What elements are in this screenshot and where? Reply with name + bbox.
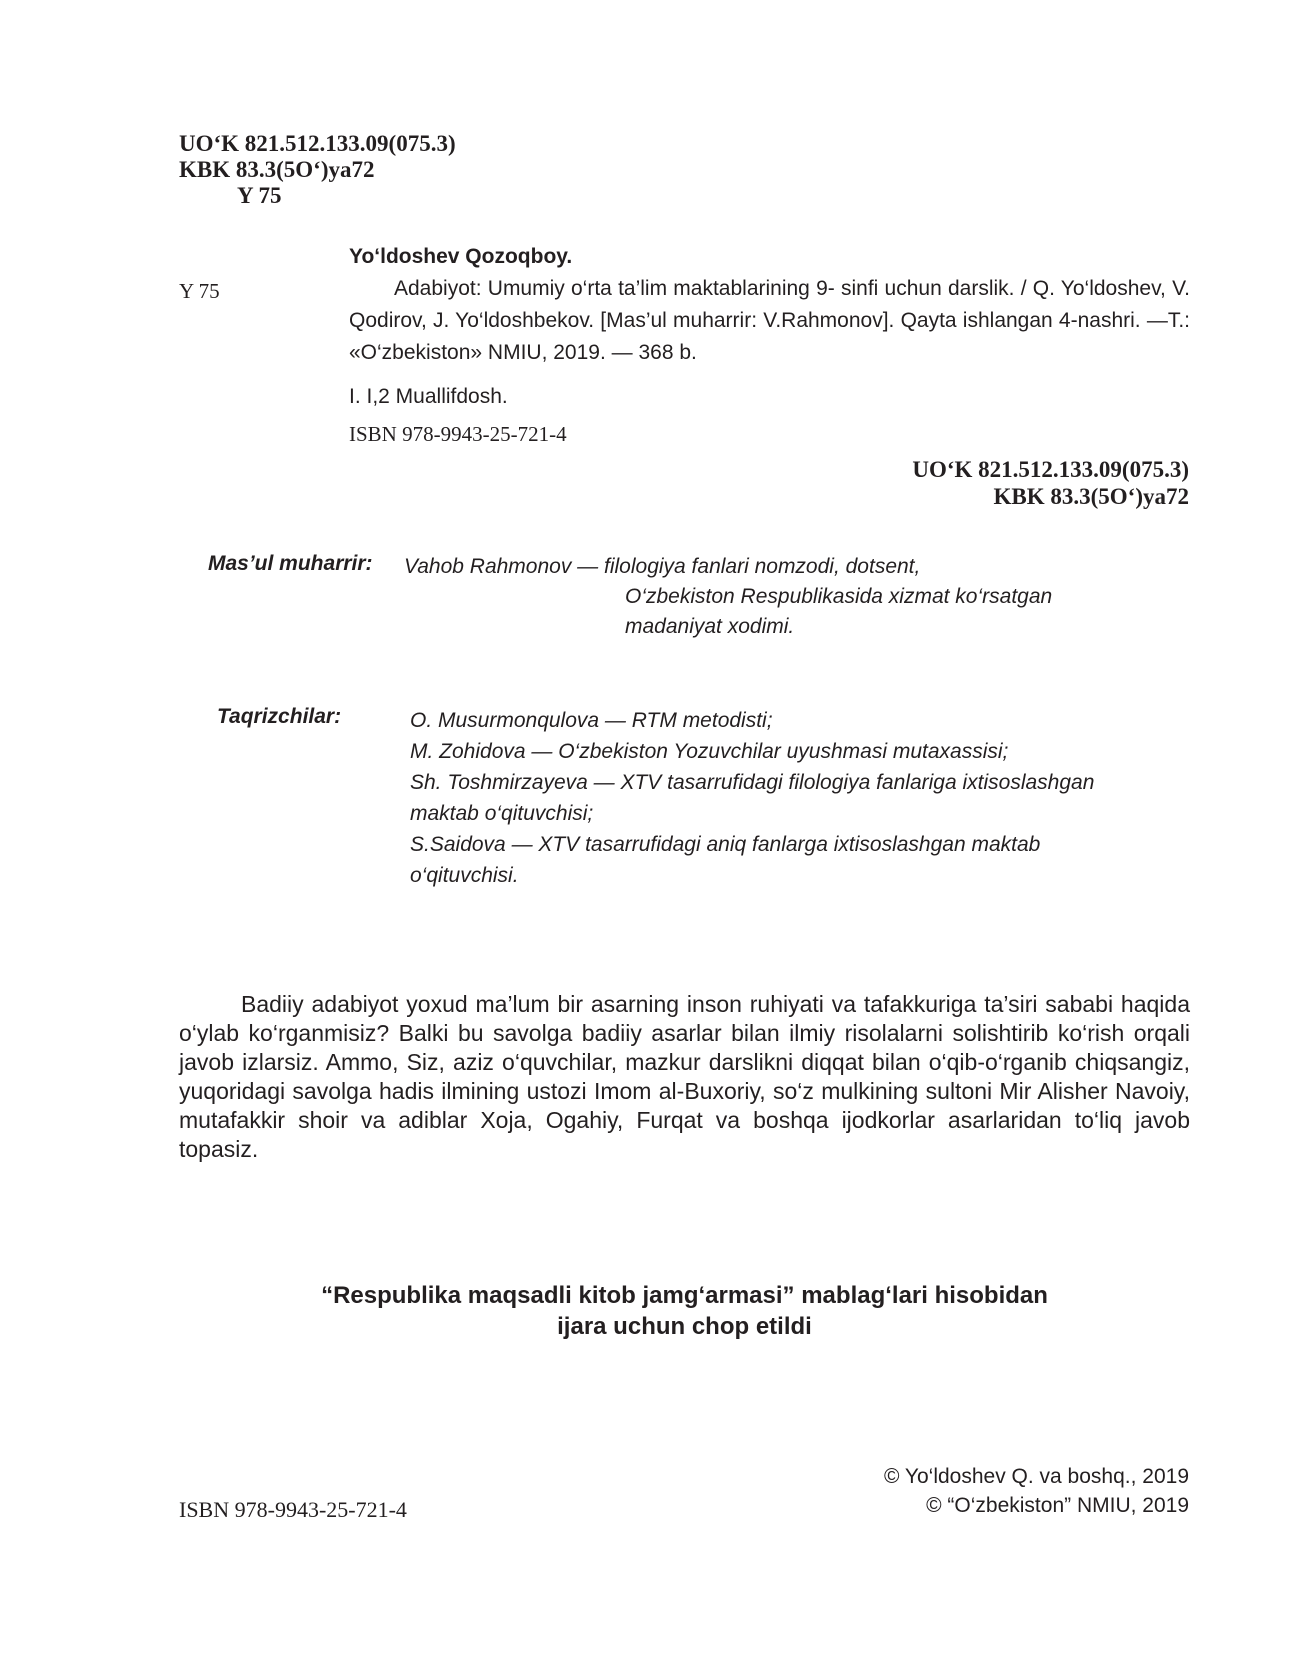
copyright-block <box>884 1462 1189 1520</box>
reviewer-line: O. Musurmonqulova — RTM metodisti; <box>410 709 773 732</box>
reviewer-line: o‘qituvchisi. <box>410 864 519 887</box>
funding-notice-line: “Respublika maqsadli kitob jamg‘armasi” mablag‘lari hisobidan <box>321 1282 1048 1309</box>
bibliographic-description-text: Adabiyot: Umumiy o‘rta ta’lim maktablarining 9- sinfi uchun darslik. / Q. Yo‘ldoshev, V. Qodirov, J. Yo‘ldoshbekov. [Mas’ul muharrir: V.Rahmonov]. Qayta ishlangan 4-nashri. —T.: «O‘zbekiston» NMIU, 2019. — 368 b. <box>349 277 1190 364</box>
reviewer-line: M. Zohidova — O‘zbekiston Yozuvchilar uyushmasi mutaxassisi; <box>410 740 1009 763</box>
reviewer-line: Sh. Toshmirzayeva — XTV tasarrufidagi filologiya fanlariga ixtisoslashgan <box>410 771 1095 794</box>
reviewer-line: S.Saidova — XTV tasarrufidagi aniq fanlarga ixtisoslashgan maktab <box>410 833 1041 856</box>
footer-isbn: ISBN 978-9943-25-721-4 <box>179 1497 407 1522</box>
intro-paragraph <box>179 990 1190 1164</box>
editor-label: Mas’ul muharrir: <box>208 552 373 575</box>
reviewers-label: Taqrizchilar: <box>217 705 342 728</box>
classification-header <box>179 131 456 209</box>
bibliographic-udk: UO‘K 821.512.133.09(075.3) <box>912 457 1189 482</box>
copyright-line: © “O‘zbekiston” NMIU, 2019 <box>926 1494 1189 1517</box>
bibliographic-classification <box>912 456 1189 510</box>
isbn-entry: ISBN 978-9943-25-721-4 <box>349 422 567 446</box>
udk-code: UO‘K 821.512.133.09(075.3) <box>179 131 456 156</box>
copyright-line: © Yo‘ldoshev Q. va boshq., 2019 <box>883 1465 1189 1488</box>
author-mark: Y 75 <box>237 183 282 208</box>
bibliographic-left-mark: Y 75 <box>179 279 220 303</box>
editor-line: madaniyat xodimi. <box>625 615 795 638</box>
bibliographic-kbk: KBK 83.3(5O‘)ya72 <box>993 484 1189 509</box>
coauthors-entry: I. I,2 Muallifdosh. <box>349 385 508 408</box>
editor-info <box>404 552 1052 642</box>
editor-line: Vahob Rahmonov — filologiya fanlari nomzodi, dotsent, <box>404 555 921 578</box>
funding-notice-line: ijara uchun chop etildi <box>557 1313 812 1340</box>
kbk-code: KBK 83.3(5O‘)ya72 <box>179 157 375 182</box>
intro-paragraph-text: Badiiy adabiyot yoxud ma’lum bir asarning inson ruhiyati va tafakkuriga ta’siri sababi haqida o‘ylab ko‘rganmisiz? Balki bu savolga badiiy asarlar bilan ilmiy risolalarni solishtirib ko‘rish orqali javob izlarsiz. Ammo, Siz, aziz o‘quvchilar, mazkur darslikni diqqat bilan o‘qib-o‘rganib chiqsangiz, yuqoridagi savolga hadis ilmining ustozi Imom al-Buxoriy, so‘z mulkining sultoni Mir Alisher Navoiy, mutafakkir shoir va adiblar Xoja, Ogahiy, Furqat va boshqa ijodkorlar asarlaridan to‘liq javob topasiz. <box>179 991 1190 1162</box>
editor-line: O‘zbekiston Respublikasida xizmat ko‘rsatgan <box>625 585 1053 608</box>
reviewer-line: maktab o‘qituvchisi; <box>410 802 594 825</box>
bibliographic-description <box>349 273 1190 369</box>
funding-notice <box>179 1280 1190 1342</box>
reviewers-list <box>410 705 1200 891</box>
book-author: Yo‘ldoshev Qozoqboy. <box>349 245 573 268</box>
